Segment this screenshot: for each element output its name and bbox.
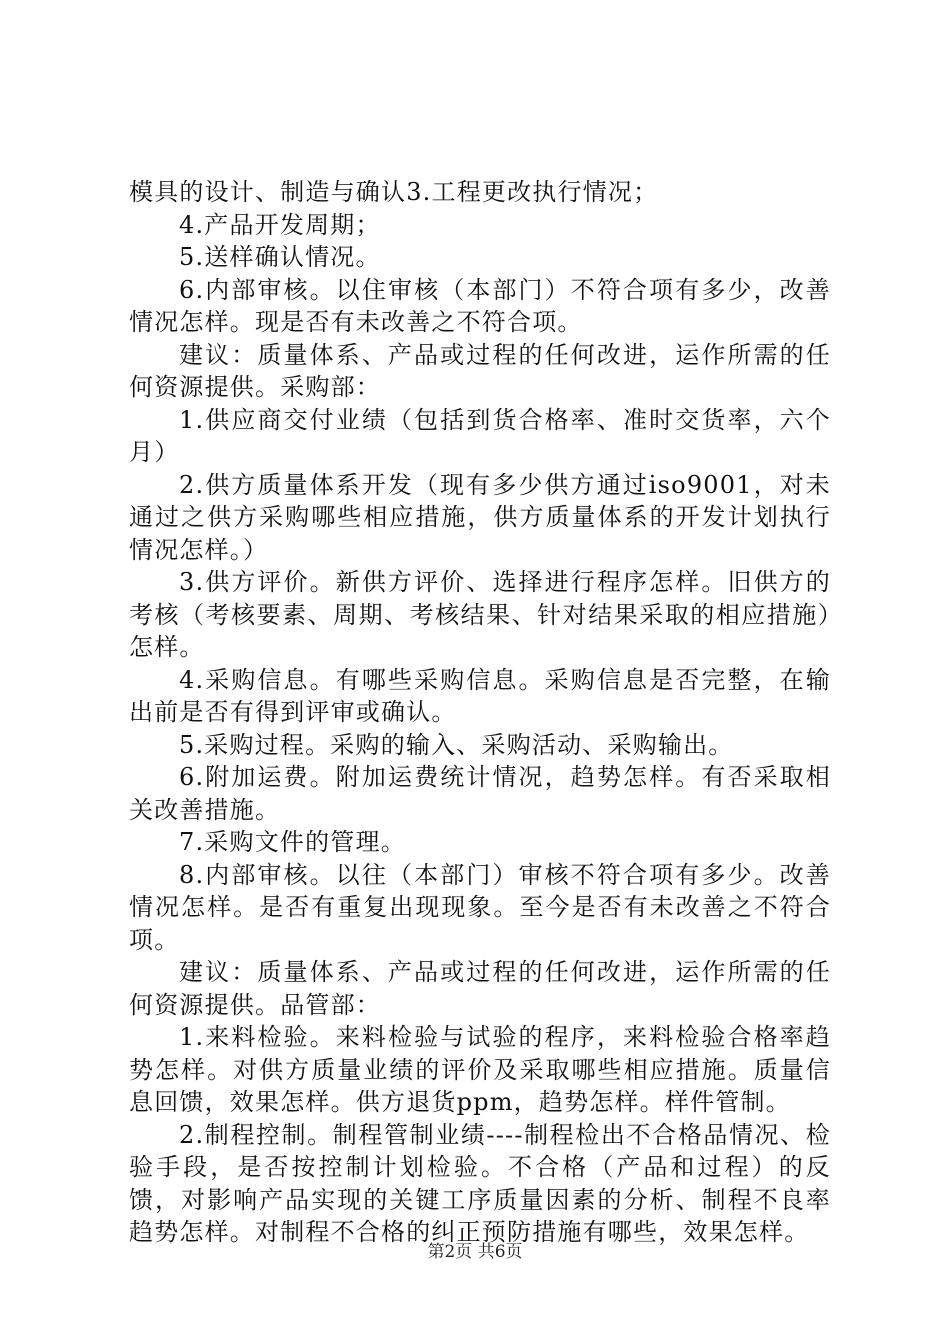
page-number-footer: 第2页 共6页 [427,1242,523,1262]
document-body [129,176,831,1249]
paragraph-suggestion: 建议：质量体系、产品或过程的任何改进，运作所需的任何资源提供。品管部： [129,958,831,1019]
paragraph-item: 3.供方评价。新供方评价、选择进行程序怎样。旧供方的考核（考核要素、周期、考核结果、针对结果采取的相应措施）怎样。 [129,568,831,661]
paragraph-item: 6.附加运费。附加运费统计情况，趋势怎样。有否采取相关改善措施。 [129,763,831,824]
paragraph-item: 1.来料检验。来料检验与试验的程序，来料检验合格率趋势怎样。对供方质量业绩的评价及采取哪些相应措施。质量信息回馈，效果怎样。供方退货ppm，趋势怎样。样件管制。 [129,1023,831,1116]
paragraph-item: 4.采购信息。有哪些采购信息。采购信息是否完整，在输出前是否有得到评审或确认。 [129,665,831,726]
paragraph-item: 2.制程控制。制程管制业绩----制程检出不合格品情况、检验手段，是否按控制计划检验。不合格（产品和过程）的反馈，对影响产品实现的关键工序质量因素的分析、制程不良率趋势怎样。对制程不合格的纠正预防措施有哪些，效果怎样。 [129,1120,831,1246]
paragraph-item: 2.供方质量体系开发（现有多少供方通过iso9001，对未通过之供方采购哪些相应措施，供方质量体系的开发计划执行情况怎样。） [129,470,831,564]
paragraph-item: 5.采购过程。采购的输入、采购活动、采购输出。 [179,730,734,759]
paragraph-continuation: 模具的设计、制造与确认3.工程更改执行情况； [129,178,659,206]
paragraph-item: 4.产品开发周期； [179,210,381,239]
paragraph-item: 6.内部审核。以住审核（本部门）不符合项有多少，改善情况怎样。现是否有未改善之不符合项。 [129,275,831,336]
paragraph-item: 8.内部审核。以往（本部门）审核不符合项有多少。改善情况怎样。是否有重复出现现象。至今是否有未改善之不符合项。 [129,860,831,954]
paragraph-item: 5.送样确认情况。 [179,243,381,271]
paragraph-item: 7.采购文件的管理。 [179,828,406,856]
paragraph-suggestion: 建议：质量体系、产品或过程的任何改进，运作所需的任何资源提供。采购部： [129,340,831,401]
paragraph-item: 1.供应商交付业绩（包括到货合格率、准时交货率，六个月） [129,405,831,466]
